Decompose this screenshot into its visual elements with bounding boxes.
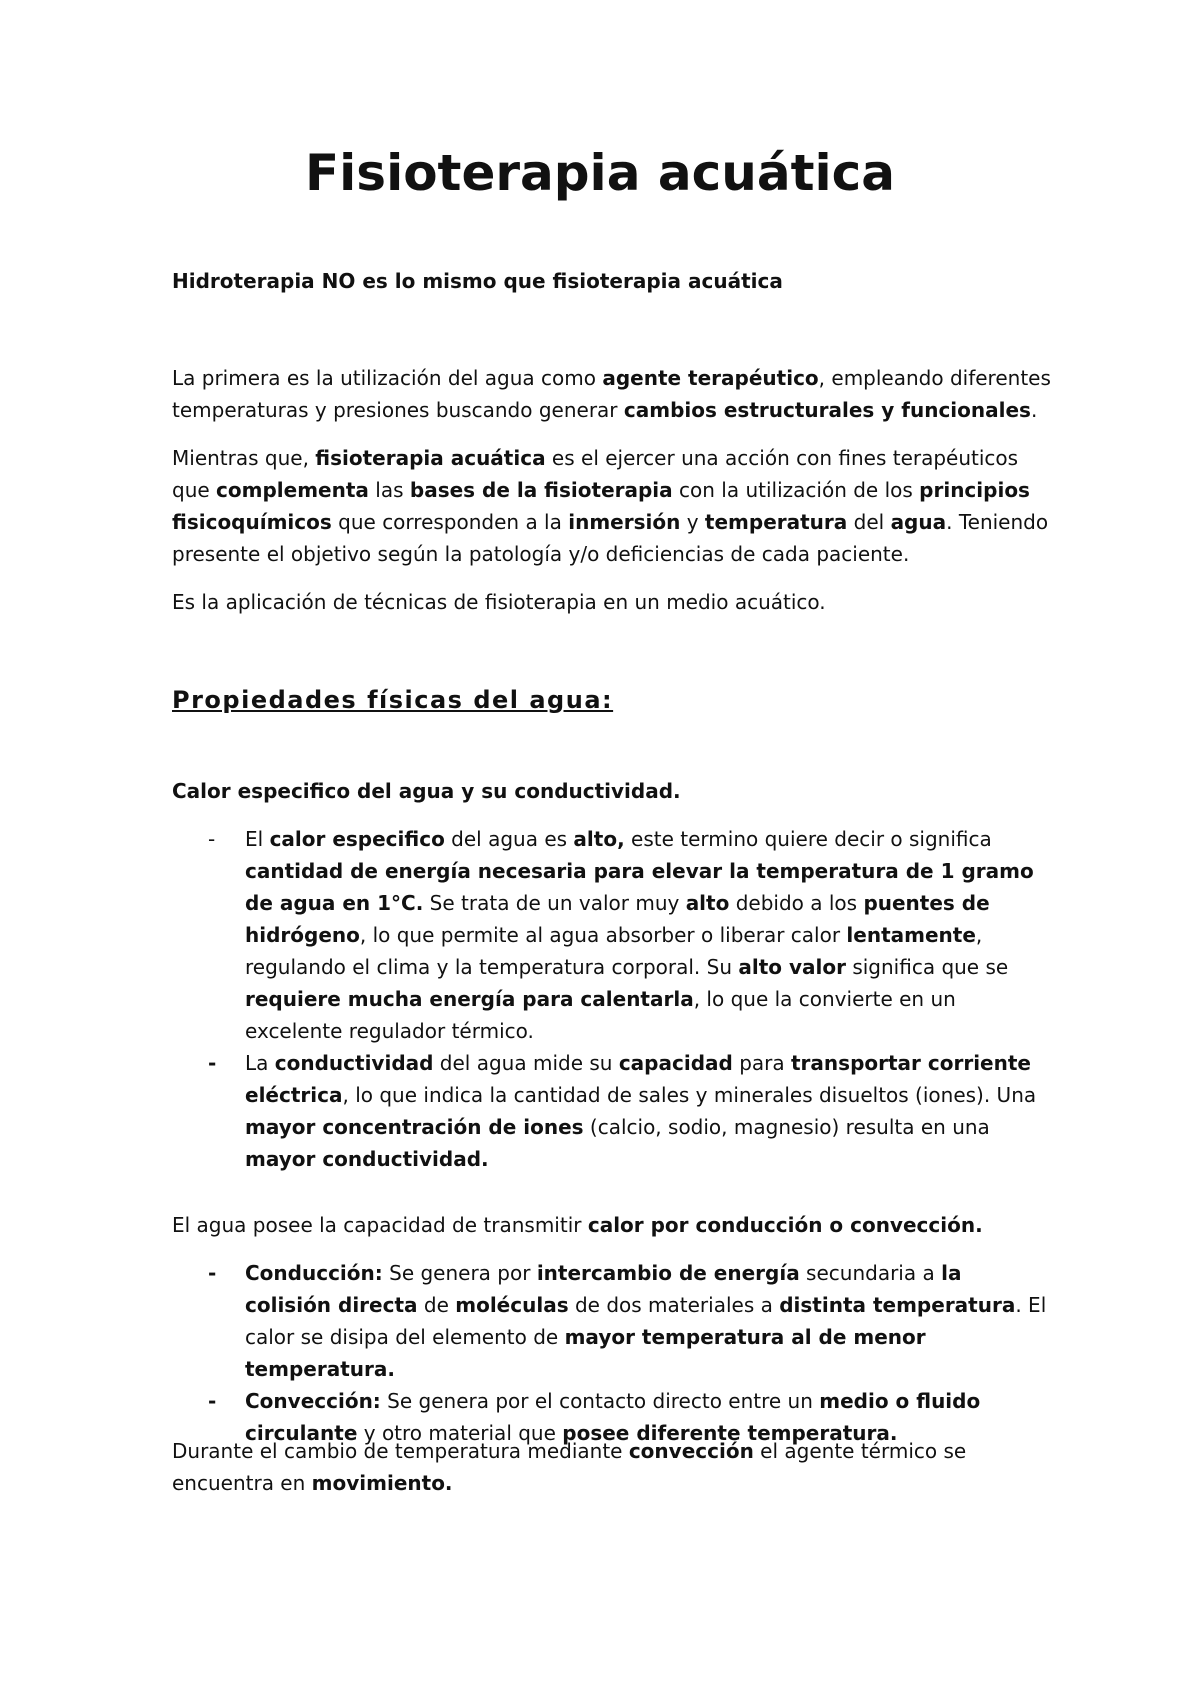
text-run: El (245, 827, 270, 851)
text-run: significa que se (845, 955, 1009, 979)
text-run: Se genera por el contacto directo entre un (380, 1389, 820, 1413)
bold-text-run: capacidad (618, 1051, 733, 1075)
document-title: Fisioterapia acuática (305, 144, 895, 202)
bold-text-run: agua (890, 510, 947, 534)
bold-text-run: principios fisicoquímicos (172, 478, 1030, 534)
bold-text-run: Convección: (245, 1389, 381, 1413)
bold-text-run: cambios estructurales y funcionales (623, 398, 1031, 422)
text-run: el agente térmico se encuentra en (172, 1439, 967, 1495)
text-run: y otro material que (357, 1421, 563, 1445)
bold-text-run: Conducción: (245, 1261, 383, 1285)
text-run: con la utilización de los (672, 478, 920, 502)
text-run: , lo que indica la cantidad de sales y minerales disueltos (iones). Una (342, 1083, 1037, 1107)
bold-text-run: lentamente (846, 923, 976, 947)
transmission-paragraph (172, 1209, 1052, 1241)
text-run: que corresponden a la (331, 510, 569, 534)
text-run: del (847, 510, 891, 534)
bullet-dash: - (208, 1261, 217, 1285)
text-run: , empleando diferentes temperaturas y presiones buscando generar (172, 366, 1051, 422)
bold-text-run: complementa (216, 478, 369, 502)
closing-paragraph (172, 1435, 1052, 1499)
bullet-list-transmission (172, 1257, 1052, 1449)
text-run: La (245, 1051, 275, 1075)
text-run: La primera es la utilización del agua como (172, 366, 603, 390)
text-run: este termino quiere decir o significa (624, 827, 992, 851)
bold-text-run: posee diferente temperatura. (562, 1421, 898, 1445)
subtitle: Hidroterapia NO es lo mismo que fisioterapia acuática (172, 269, 783, 293)
text-run: El agua posee la capacidad de transmitir (172, 1213, 588, 1237)
bold-text-run: movimiento. (311, 1471, 453, 1495)
bold-text-run: agente terapéutico (602, 366, 819, 390)
text-run: , regulando el clima y la temperatura corporal. Su (245, 923, 983, 979)
bold-text-run: bases de la fisioterapia (409, 478, 673, 502)
bold-text-run: mayor concentración de iones (245, 1115, 584, 1139)
text-run: del agua mide su (433, 1051, 619, 1075)
bold-text-run: convección (628, 1439, 754, 1463)
bold-text-run: transportar corriente eléctrica (245, 1051, 1031, 1107)
bold-text-run: mayor conductividad. (245, 1147, 489, 1171)
text-run: . (1030, 398, 1038, 422)
bold-text-run: alto, (573, 827, 625, 851)
subheading: Calor especifico del agua y su conductividad. (172, 779, 681, 803)
text-run: Es la aplicación de técnicas de fisioterapia en un medio acuático. (172, 590, 826, 614)
text-run: , lo que la convierte en un excelente regulador térmico. (245, 987, 956, 1043)
text-run: Mientras que, (172, 446, 316, 470)
list-item (172, 1047, 1052, 1175)
bold-text-run: conductividad (274, 1051, 434, 1075)
bold-text-run: calor por conducción o convección. (587, 1213, 983, 1237)
text-run: y (680, 510, 705, 534)
bold-text-run: mayor temperatura al de menor temperatura. (245, 1325, 926, 1381)
bullet-dash: - (208, 827, 216, 851)
text-run: Se trata de un valor muy (423, 891, 686, 915)
text-run: del agua es (444, 827, 574, 851)
bold-text-run: intercambio de energía (536, 1261, 800, 1285)
text-run: Durante el cambio de temperatura mediante (172, 1439, 629, 1463)
bold-text-run: calor especifico (269, 827, 445, 851)
list-item (172, 823, 1052, 1047)
section-heading: Propiedades físicas del agua: (172, 686, 614, 714)
bullet-list-properties (172, 823, 1052, 1175)
bold-text-run: requiere mucha energía para calentarla (245, 987, 694, 1011)
bullet-dash: - (208, 1051, 217, 1075)
bullet-dash: - (208, 1389, 217, 1413)
bold-text-run: la colisión directa (245, 1261, 962, 1317)
text-run: de (417, 1293, 456, 1317)
text-run: . Teniendo presente el objetivo según la patología y/o deficiencias de cada paciente. (172, 510, 1049, 566)
bold-text-run: puentes de hidrógeno (245, 891, 990, 947)
text-run: Se genera por (382, 1261, 537, 1285)
intro-paragraph-1 (172, 362, 1052, 426)
text-run: es el ejercer una acción con fines terapéuticos que (172, 446, 1019, 502)
bold-text-run: distinta temperatura (779, 1293, 1016, 1317)
list-item-text (245, 1051, 1036, 1171)
bold-text-run: alto valor (738, 955, 846, 979)
text-run: . El calor se disipa del elemento de (245, 1293, 1047, 1349)
list-item (172, 1257, 1052, 1385)
intro-paragraph-2 (172, 442, 1052, 570)
bold-text-run: temperatura (704, 510, 848, 534)
bold-text-run: cantidad de energía necesaria para elevar la temperatura de 1 gramo de agua en 1°C. (245, 859, 1034, 915)
text-run: debido a los (729, 891, 864, 915)
bold-text-run: alto (685, 891, 730, 915)
text-run: , lo que permite al agua absorber o liberar calor (359, 923, 847, 947)
text-run: de dos materiales a (568, 1293, 780, 1317)
text-run: para (732, 1051, 791, 1075)
text-run: las (368, 478, 410, 502)
bold-text-run: inmersión (568, 510, 681, 534)
list-item-text (245, 1261, 1046, 1381)
intro-paragraph-3 (172, 586, 1052, 618)
bold-text-run: medio o fluido circulante (245, 1389, 981, 1445)
text-run: secundaria a (799, 1261, 942, 1285)
bold-text-run: moléculas (455, 1293, 569, 1317)
list-item-text (245, 827, 1034, 1043)
bold-text-run: fisioterapia acuática (315, 446, 546, 470)
text-run: (calcio, sodio, magnesio) resulta en una (583, 1115, 990, 1139)
